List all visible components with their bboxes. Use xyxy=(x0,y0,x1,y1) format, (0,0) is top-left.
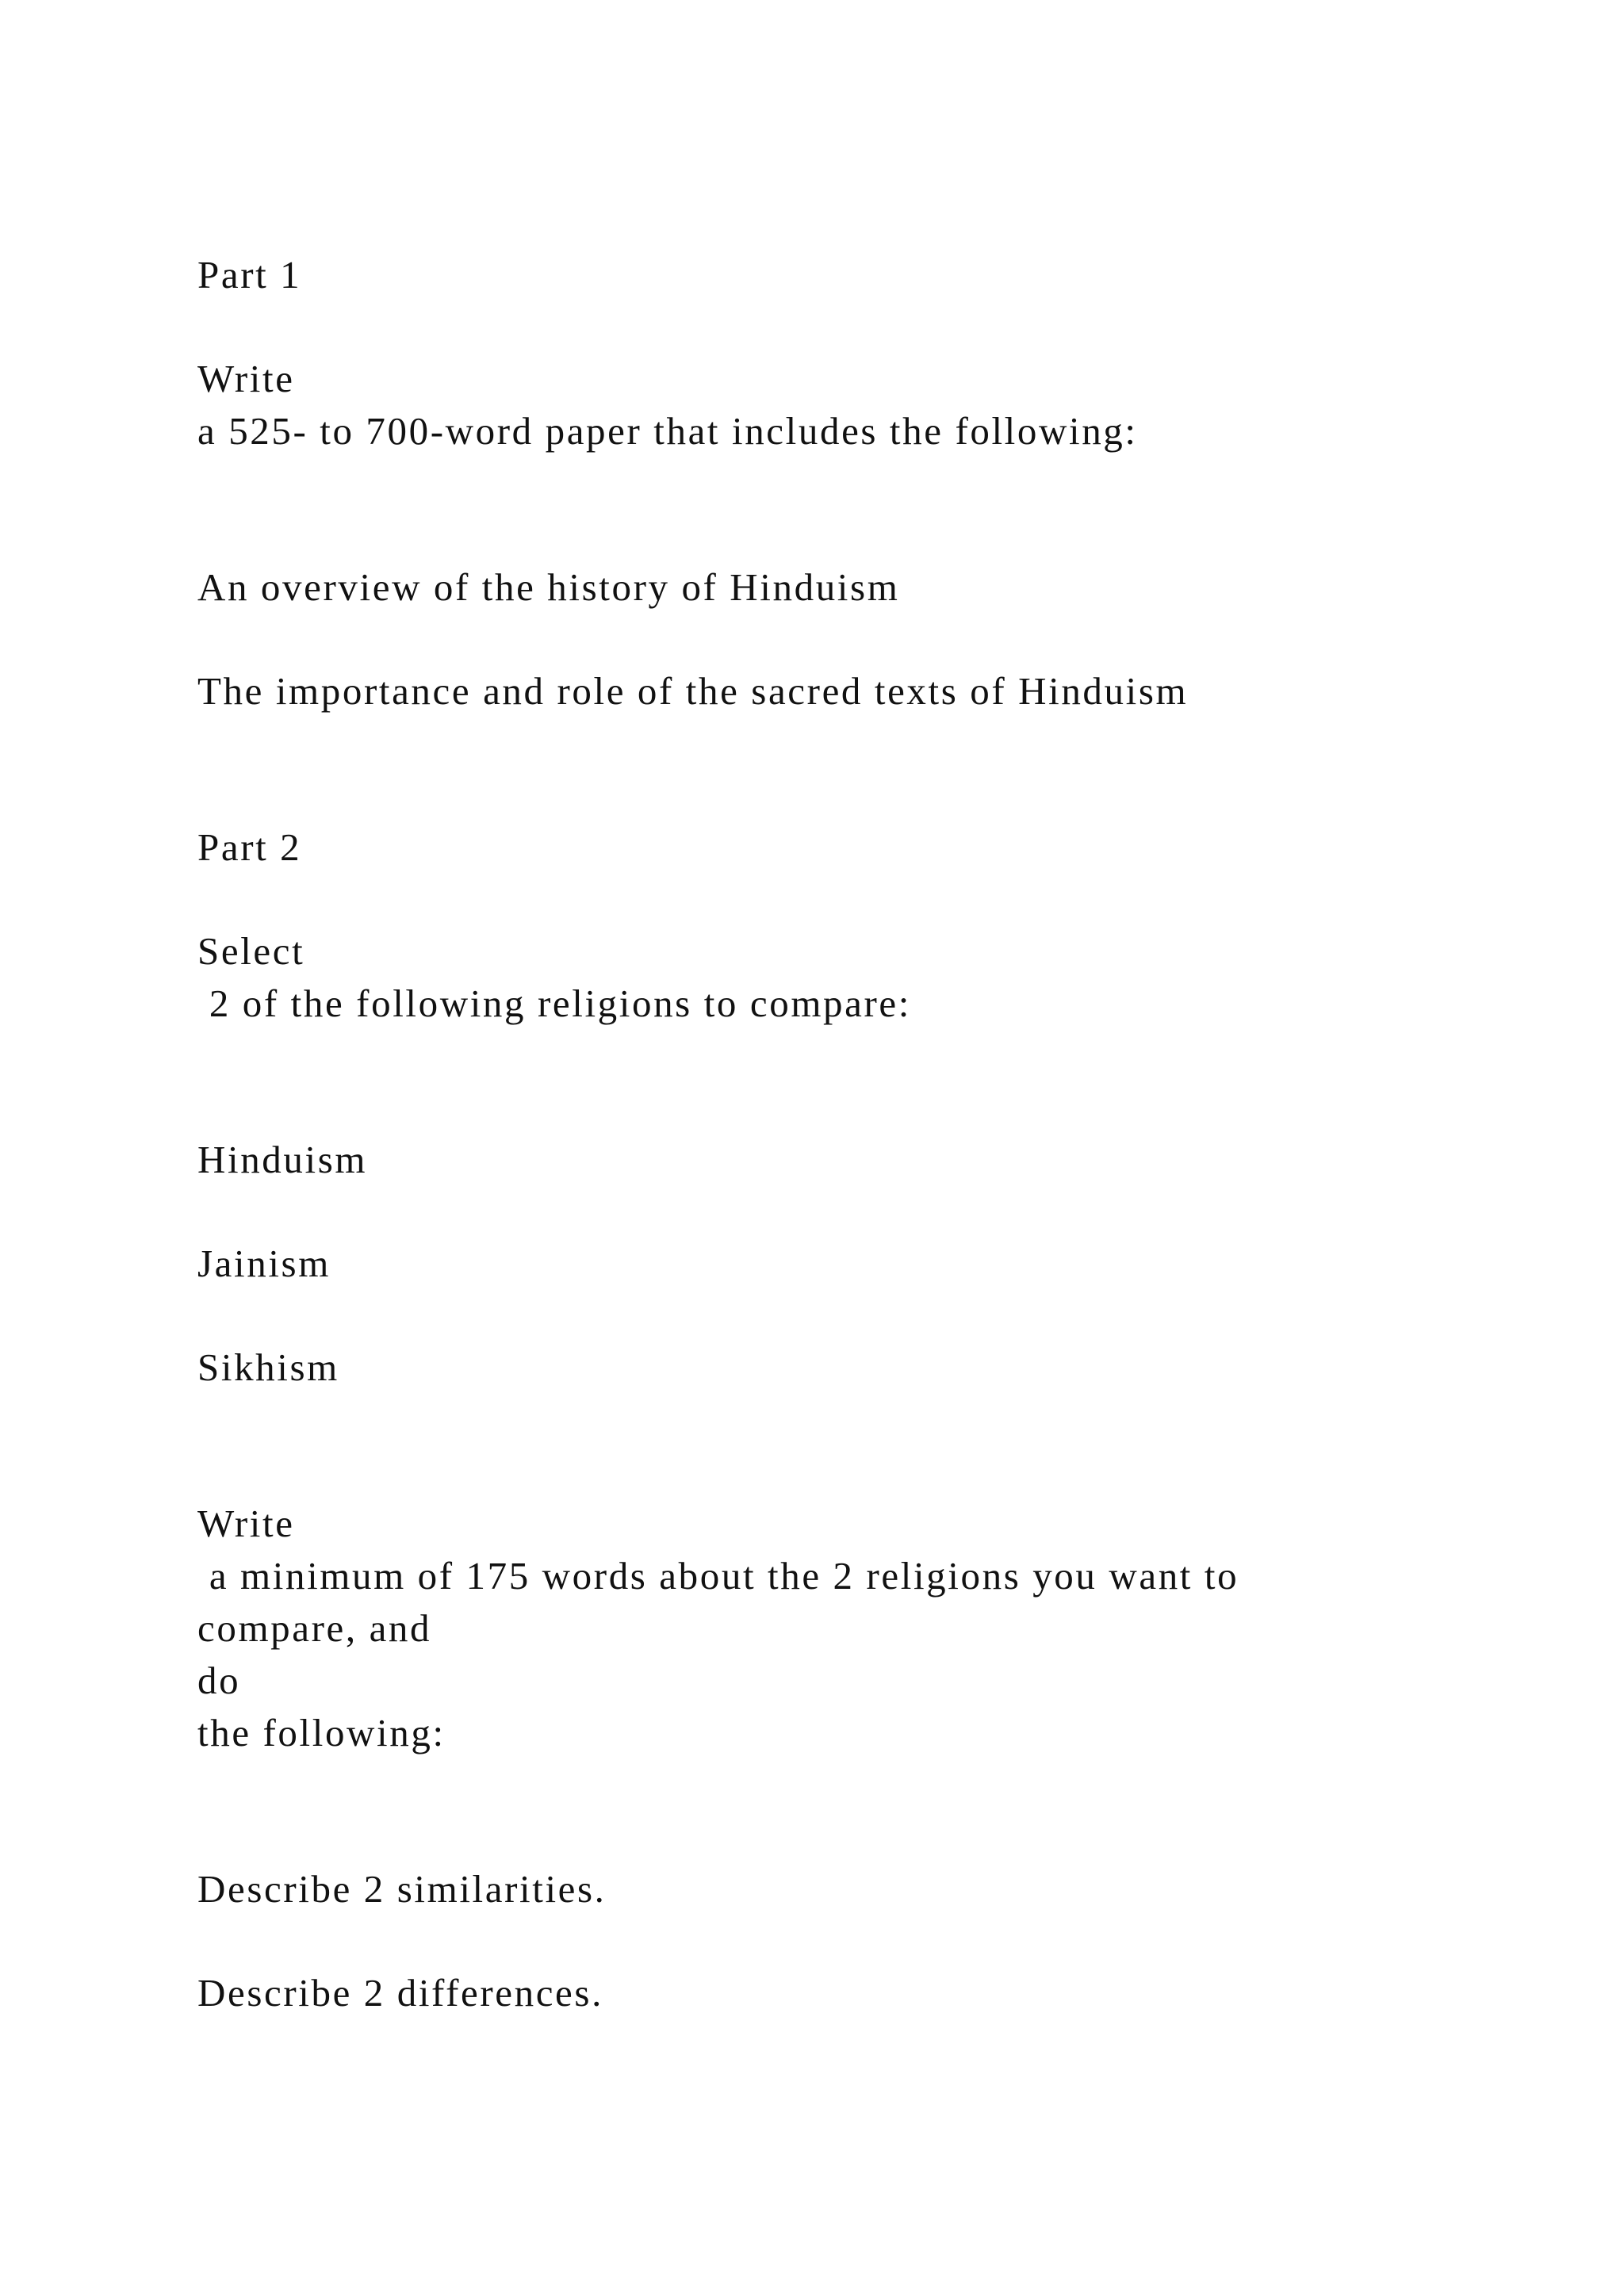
part2-write-verb: Write xyxy=(197,1502,295,1545)
part2-select-verb: Select xyxy=(197,929,305,973)
religion-sikhism: Sikhism xyxy=(197,1345,339,1389)
part2-write-line-4: the following: xyxy=(197,1711,446,1755)
part2-select-text: 2 of the following religions to compare: xyxy=(197,982,911,1025)
part1-item-sacred-texts: The importance and role of the sacred texts of Hinduism xyxy=(197,669,1189,713)
part2-heading: Part 2 xyxy=(197,825,302,869)
part1-instruction-text: a 525- to 700-word paper that includes the following: xyxy=(197,409,1138,453)
task-differences: Describe 2 differences. xyxy=(197,1971,603,2015)
task-similarities: Describe 2 similarities. xyxy=(197,1867,607,1911)
part2-write-line-1: a minimum of 175 words about the 2 religions you want to xyxy=(197,1554,1239,1598)
part1-instruction-verb: Write xyxy=(197,357,295,400)
religion-hinduism: Hinduism xyxy=(197,1138,368,1181)
part1-heading: Part 1 xyxy=(197,253,302,297)
part1-item-history: An overview of the history of Hinduism xyxy=(197,565,900,609)
religion-jainism: Jainism xyxy=(197,1242,331,1285)
part2-write-line-2: compare, and xyxy=(197,1606,432,1650)
part2-write-line-3: do xyxy=(197,1659,241,1702)
